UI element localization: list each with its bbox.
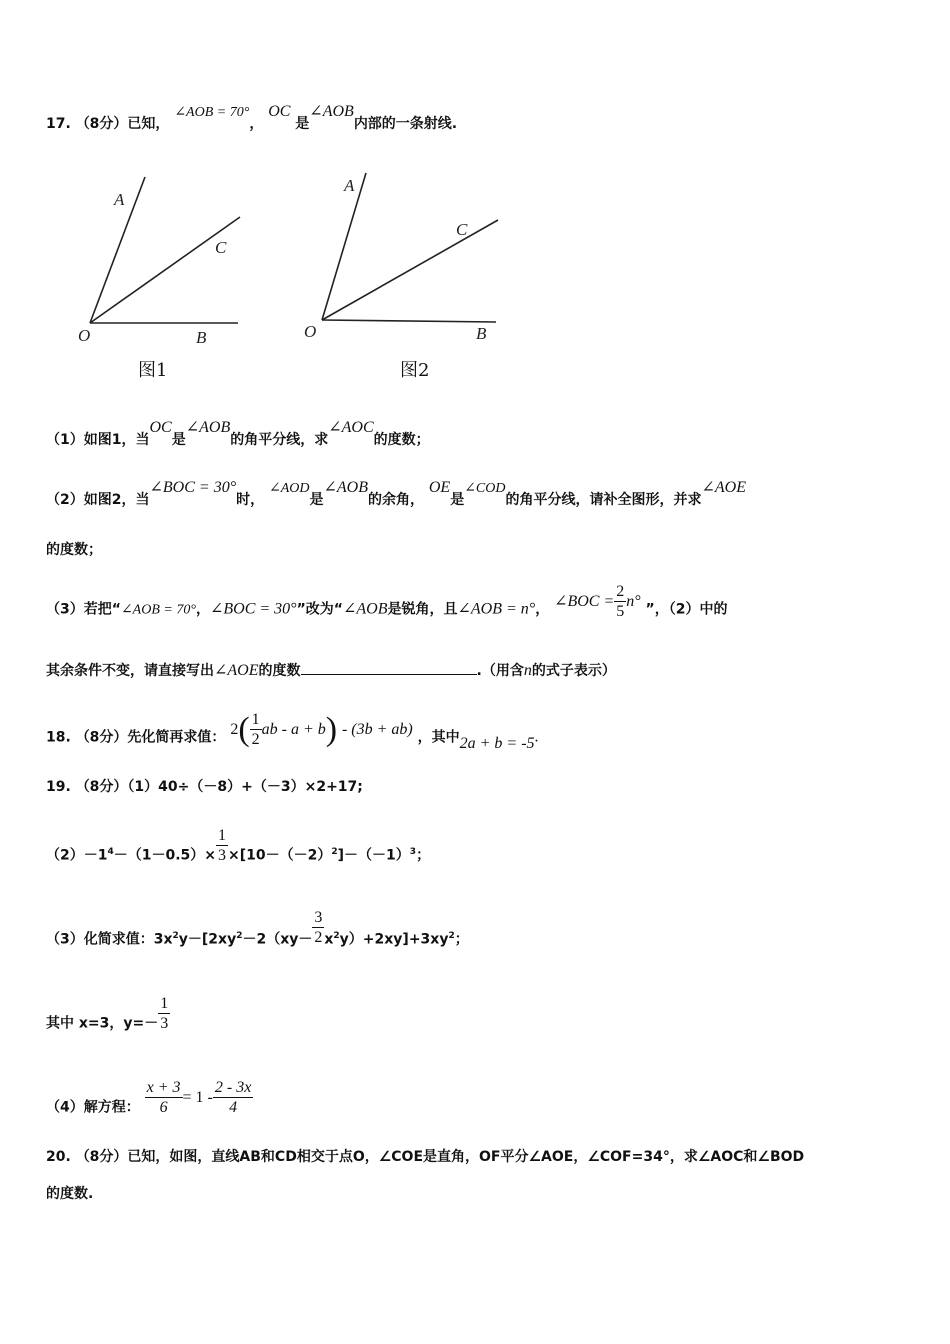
p2-mid: 的角平分线，请补全图形，并求 (505, 492, 702, 508)
q17-part3-line2 (46, 660, 616, 681)
p3-math-boc30: ∠BOC = 30° (209, 600, 297, 618)
p2-math-aob: ∠AOB (323, 479, 368, 496)
p3-line2-a: 其余条件不变，请直接写出 (46, 663, 214, 679)
q19-p4-fraction1 (145, 1078, 183, 1117)
p2-when: 时， (236, 492, 265, 508)
q19-p3-b: y－[2xy (178, 931, 237, 948)
p2-is2: 是 (450, 492, 465, 508)
q19-p4-fraction2 (213, 1078, 253, 1117)
p3-math-aob: ∠AOB (342, 600, 388, 618)
fig1-label-a: A (114, 190, 125, 209)
figure-1 (70, 165, 250, 350)
p3-sep2: ， (535, 601, 550, 618)
fig2-caption: 图2 (400, 360, 430, 381)
p1-lead: （1）如图1，当 (46, 432, 150, 448)
q19-p2-fraction (216, 826, 228, 865)
p2-is1: 是 (309, 492, 324, 508)
q19-p3-f: ； (454, 931, 469, 948)
q18-coef: 2 (230, 720, 239, 738)
q19-p4-f2-num: 2 - 3x (214, 1079, 252, 1096)
p1-math-aob: ∠AOB (185, 419, 231, 436)
q19-where (46, 995, 170, 1043)
p3-lead: （3）若把“ (46, 601, 121, 618)
p1-mid: 的角平分线，求 (230, 432, 329, 448)
p3-math-aobn: ∠AOB = n° (457, 600, 536, 618)
fig2-label-a: A (344, 176, 355, 195)
q19-p2-frac-den: 3 (218, 847, 227, 864)
p3-fraction (614, 582, 626, 621)
fig1-label-c: C (215, 238, 227, 257)
fig2-label-b: B (476, 324, 487, 343)
q19-p3-d: x (324, 931, 334, 948)
q19-line1 (46, 777, 363, 797)
p1-is: 是 (171, 432, 186, 448)
p3-line2-d: 的式子表示） (531, 663, 616, 679)
q17-part1 (46, 419, 430, 450)
q19-p3-s3: 2 (333, 930, 340, 941)
p3-changed: ”改为“ (296, 601, 343, 618)
q19-p4-a: （4）解方程： (46, 1099, 140, 1116)
q19-p2-a: （2）－1 (46, 847, 108, 864)
q20-text: （8分）已知，如图，直线AB和CD相交于点O，∠COE是直角，OF平分∠AOE，∠COF=34°，求∠AOC和∠BOD (75, 1149, 805, 1165)
p3-line2-c: .（用含 (476, 663, 524, 679)
answer-blank (301, 660, 477, 675)
q17-math-oc: OC (268, 103, 291, 120)
p1-tail: 的度数； (373, 432, 430, 448)
fig1-ray-oc (90, 217, 240, 323)
q19-p3-fraction (312, 908, 324, 947)
q19-p3-a: （3）化简求值：3x (46, 931, 173, 948)
q17-part2 (46, 479, 747, 511)
p2-math-boc30: ∠BOC = 30° (149, 479, 237, 496)
p1-math-oc: OC (149, 419, 172, 436)
p3-frac-den: 5 (616, 603, 625, 620)
q19-p3-frac-den: 2 (314, 929, 323, 946)
fig2-label-c: C (456, 220, 468, 239)
p2-math-aod: ∠AOD (268, 481, 310, 496)
p3-sep: ， (195, 601, 210, 618)
q17-comma: ， (249, 116, 264, 132)
q19-where-fraction (158, 994, 170, 1033)
p3-frac-num: 2 (616, 583, 625, 600)
p2-math-aoe: ∠AOE (701, 479, 747, 496)
q19-p4-f1-den: 6 (145, 1097, 183, 1117)
p3-acute: 是锐角，且 (387, 601, 458, 618)
q19-part4 (46, 1079, 253, 1127)
q17-math-aob70: ∠AOB = 70° (174, 105, 250, 120)
q19-p2-frac-num: 1 (218, 827, 227, 844)
q17-line (46, 103, 458, 135)
q18-where: ，其中 (417, 729, 460, 746)
p3-line2-b: 的度数 (258, 663, 301, 679)
q18-expression: 2( $\frac{1}{2}$ ab - a + b) - (3b + ab) (230, 710, 413, 748)
q18-line (46, 710, 539, 757)
fig2-ray-oc (322, 220, 498, 320)
q17-part3 (46, 583, 728, 629)
fig2-ray-ob (322, 320, 496, 322)
q19-p3-c: －2（xy－ (242, 931, 313, 948)
q19-p2-sup1: 4 (107, 846, 114, 857)
q19-number: 19. (46, 779, 71, 795)
p3-math-aob70: ∠AOB = 70° (120, 602, 196, 618)
q18-number: 18. (46, 729, 71, 746)
p2-lead: （2）如图2，当 (46, 492, 150, 508)
q20-line2: 的度数. (46, 1186, 94, 1202)
q19-part1: （8分）（1）40÷（－8）+（－3）×2+17; (75, 779, 363, 795)
q17-points: （8分）已知， (75, 116, 170, 132)
q18-text: （8分）先化简再求值： (75, 729, 226, 746)
q19-p2-sup3: 3 (409, 846, 417, 857)
q18-frac-den: 2 (251, 731, 260, 748)
q19-part2 (46, 827, 431, 875)
q19-p2-b: －（1－0.5）× (113, 847, 217, 864)
q17-number: 17. (46, 116, 71, 132)
q19-where-frac-den: 3 (160, 1015, 169, 1032)
q19-p2-d: ]－（－1） (337, 847, 410, 864)
q18-rest: - (3b + ab) (341, 720, 413, 738)
p3-math-n: n° (626, 592, 641, 610)
q19-p4-f1-num: x + 3 (146, 1079, 181, 1096)
p3-math-boc: ∠BOC = (554, 592, 615, 610)
p2-math-oe: OE (428, 479, 451, 496)
p2-math-cod: ∠COD (464, 481, 506, 496)
q17-is: 是 (295, 116, 310, 132)
fig1-caption: 图1 (138, 360, 168, 381)
p3-math-n2: n (523, 662, 532, 679)
figure-2 (300, 165, 510, 350)
q19-p4-eq: = 1 - (182, 1088, 213, 1106)
q19-p4-f2-den: 4 (213, 1097, 253, 1117)
q18-frac-num: 1 (251, 711, 260, 728)
q19-p3-s4: 2 (448, 930, 455, 941)
p2-comp: 的余角， (368, 492, 424, 508)
q19-p3-frac-num: 3 (314, 909, 323, 926)
q19-where-a: 其中 x=3，y=－ (46, 1015, 159, 1032)
q17-part2-line2: 的度数； (46, 542, 102, 558)
q19-where-frac-num: 1 (160, 995, 169, 1012)
q17-tail: 内部的一条射线. (353, 116, 458, 132)
q18-condition: 2a + b = -5 (459, 734, 535, 752)
q19-part3 (46, 909, 469, 959)
q19-p3-s1: 2 (172, 930, 179, 941)
q17-math-aob: ∠AOB (309, 103, 354, 120)
q19-p2-e: ； (416, 847, 431, 864)
fig1-label-o: O (78, 326, 91, 345)
p3-math-aoe: ∠AOE (214, 662, 259, 679)
q18-dot: . (534, 728, 539, 746)
p1-math-aoc: ∠AOC (328, 419, 374, 436)
fig2-label-o: O (304, 322, 317, 341)
fig1-label-b: B (196, 328, 207, 347)
q18-fraction (250, 710, 262, 749)
q19-p3-s2: 2 (236, 930, 243, 941)
q20-line1 (46, 1147, 804, 1167)
q19-p2-c: ×[10－（－2） (228, 847, 332, 864)
q19-p2-sup2: 2 (331, 846, 338, 857)
q18-inner: ab - a + b (261, 720, 326, 738)
q20-number: 20. (46, 1149, 71, 1165)
p3-close: ”，（2）中的 (645, 601, 728, 618)
q19-p3-e: y）+2xy]+3xy (339, 931, 449, 948)
